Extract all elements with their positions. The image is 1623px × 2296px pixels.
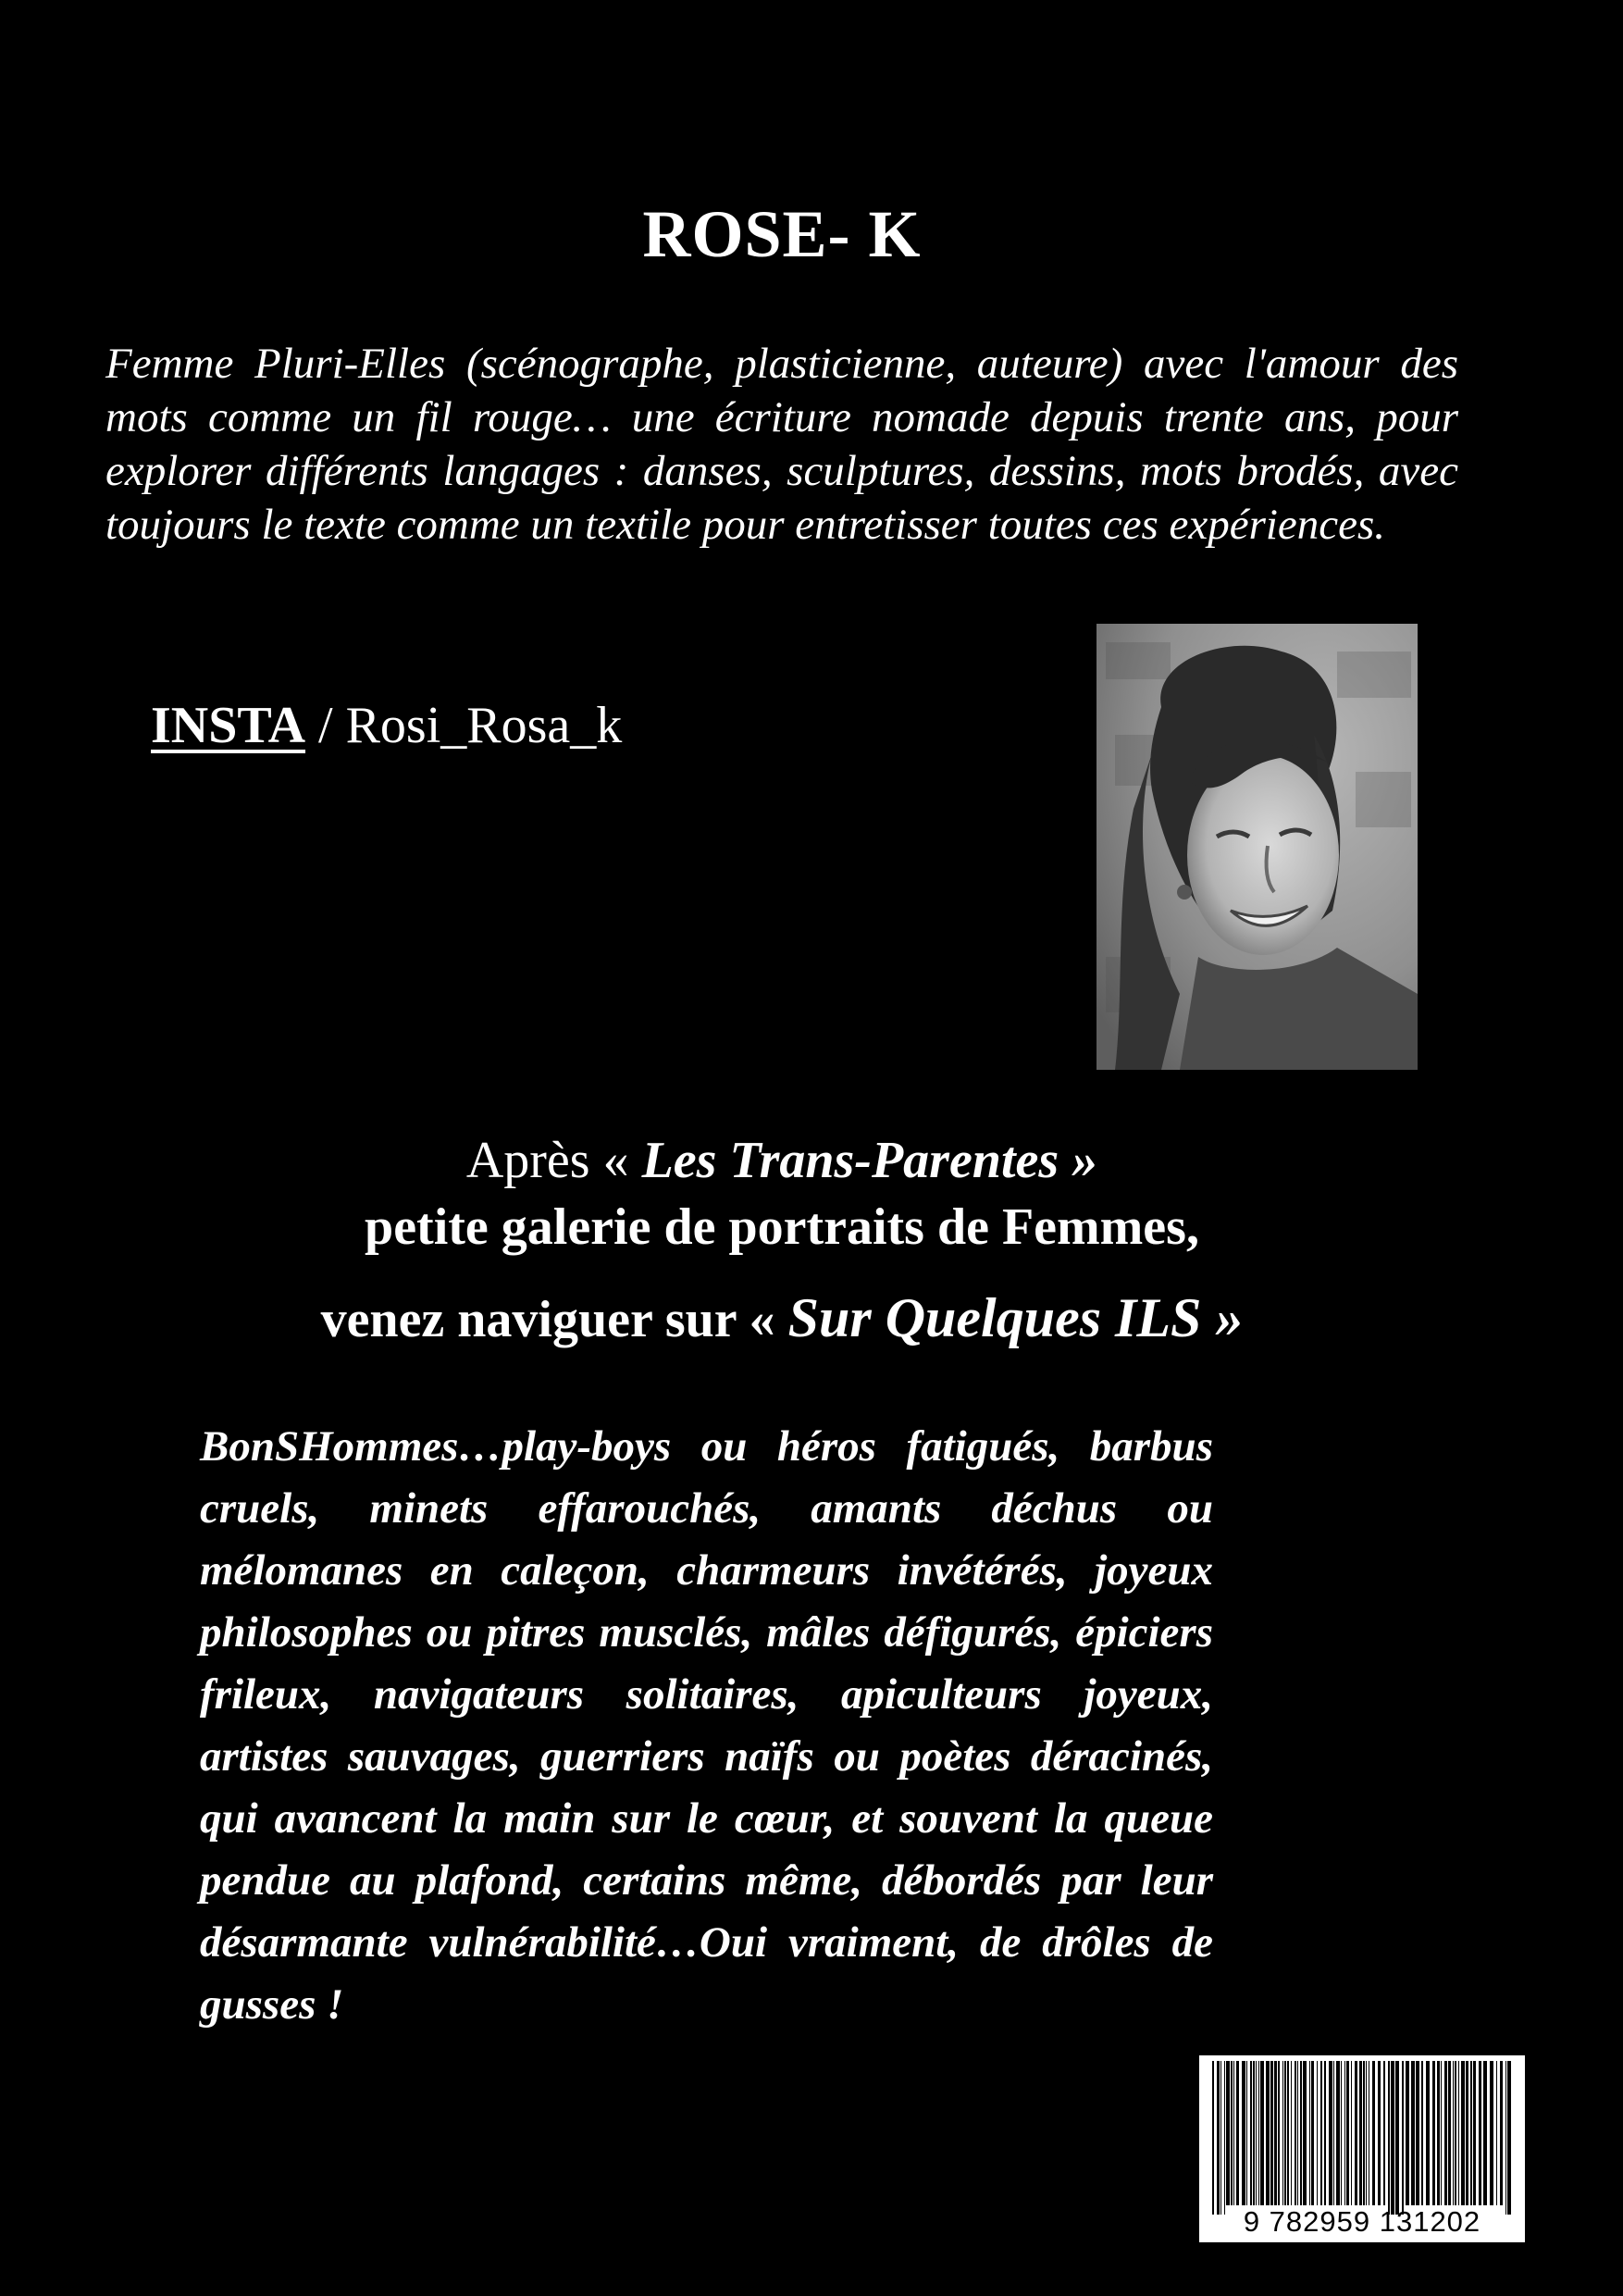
barcode-bar bbox=[1383, 2061, 1385, 2205]
barcode-bar bbox=[1246, 2061, 1247, 2205]
book-title: Sur Quelques ILS » bbox=[787, 1287, 1244, 1348]
barcode-bar bbox=[1406, 2061, 1409, 2205]
intro-line-3 bbox=[0, 1285, 1564, 1353]
barcode-bar bbox=[1309, 2061, 1310, 2205]
barcode-bar bbox=[1448, 2061, 1451, 2205]
barcode-bar bbox=[1402, 2061, 1404, 2215]
barcode-bar bbox=[1224, 2061, 1225, 2215]
barcode-bar bbox=[1378, 2061, 1381, 2205]
barcode-bar bbox=[1359, 2061, 1362, 2205]
barcode-bar bbox=[1507, 2061, 1511, 2215]
barcode-bar bbox=[1282, 2061, 1283, 2205]
barcode-bar bbox=[1317, 2061, 1318, 2205]
barcode-bar bbox=[1441, 2061, 1442, 2205]
author-bio: Femme Pluri-Elles (scénographe, plasticienne, auteure) avec l'amour des mots comme un fil rouge… une écriture nomade depuis trente ans, pour explorer différents langages : danses, sculptures, dessins, mots brodés, avec toujours le texte comme un textile pour entretisser toutes ces expériences. bbox=[105, 340, 1458, 549]
barcode-bar bbox=[1455, 2061, 1456, 2205]
barcode-bar bbox=[1236, 2061, 1239, 2205]
barcode-bar bbox=[1311, 2061, 1314, 2205]
isbn-barcode bbox=[1199, 2055, 1525, 2242]
barcode-bar bbox=[1344, 2061, 1345, 2205]
barcode-bar bbox=[1266, 2061, 1270, 2205]
barcode-bar bbox=[1300, 2061, 1302, 2205]
barcode-bar bbox=[1253, 2061, 1255, 2205]
barcode-bar bbox=[1336, 2061, 1340, 2205]
barcode-bar bbox=[1303, 2061, 1307, 2205]
barcode-bar bbox=[1270, 2061, 1273, 2205]
intro-line-1-prefix: Après « bbox=[465, 1132, 642, 1189]
intro-line-3-prefix: venez naviguer sur « bbox=[320, 1291, 788, 1348]
barcode-bar bbox=[1351, 2061, 1352, 2205]
barcode-bar bbox=[1479, 2061, 1481, 2205]
barcode-bar bbox=[1291, 2061, 1292, 2205]
previous-book-title: Les Trans-Parentes » bbox=[641, 1132, 1098, 1189]
barcode-bar bbox=[1505, 2061, 1506, 2215]
barcode-bar bbox=[1483, 2061, 1487, 2205]
barcode-bar bbox=[1333, 2061, 1334, 2205]
barcode-bar bbox=[1220, 2061, 1221, 2215]
barcode-bar bbox=[1470, 2061, 1472, 2205]
barcode-bar bbox=[1391, 2061, 1394, 2215]
instagram-handle bbox=[151, 696, 622, 755]
barcode-bar bbox=[1500, 2061, 1503, 2205]
instagram-username: Rosi_Rosa_k bbox=[345, 697, 623, 754]
author-name: ROSE- K bbox=[642, 197, 922, 271]
book-blurb: BonSHommes…play-boys ou héros fatigués, barbus cruels, minets effarouchés, amants déchus ou mélomanes en caleçon, charmeurs invétérés, joyeux philosophes ou pitres musclés, mâles défigurés, épiciers frileux, navigateurs solitaires, apiculteurs joyeux, artistes sauvages, guerriers naïfs ou poètes déracinés, qui avancent la main sur le cœur, et souvent la queue pendue au plafond, certains même, débordés par leur désarmante vulnérabilité…Oui vraiment, de drôles de gusses ! bbox=[200, 1422, 1213, 2029]
instagram-label: INSTA bbox=[151, 697, 306, 754]
barcode-bar bbox=[1287, 2061, 1289, 2205]
barcode-bar bbox=[1496, 2061, 1497, 2205]
barcode-bar bbox=[1458, 2061, 1459, 2205]
barcode-bar bbox=[1274, 2061, 1277, 2205]
barcode-bar bbox=[1260, 2061, 1264, 2205]
barcode-bar bbox=[1473, 2061, 1476, 2205]
barcode-bar bbox=[1426, 2061, 1430, 2205]
barcode-bar bbox=[1363, 2061, 1365, 2205]
barcode-bar bbox=[1461, 2061, 1465, 2205]
barcode-bar bbox=[1226, 2061, 1230, 2205]
barcode-bar bbox=[1341, 2061, 1342, 2205]
barcode-bar bbox=[1217, 2061, 1220, 2215]
barcode-bar bbox=[1242, 2061, 1245, 2205]
barcode-bar bbox=[1366, 2061, 1367, 2205]
barcode-bar bbox=[1233, 2061, 1234, 2205]
barcode-bar bbox=[1490, 2061, 1493, 2205]
barcode-bar bbox=[1295, 2061, 1296, 2205]
barcode-bar bbox=[1372, 2061, 1375, 2205]
barcode-bar bbox=[1421, 2061, 1423, 2205]
barcode-bar bbox=[1395, 2061, 1399, 2215]
barcode-bar bbox=[1466, 2061, 1468, 2205]
barcode-bar bbox=[1256, 2061, 1257, 2205]
previous-book-intro bbox=[0, 1127, 1564, 1353]
barcode-bar bbox=[1258, 2061, 1259, 2205]
barcode-bar bbox=[1346, 2061, 1349, 2205]
barcode-bar bbox=[1444, 2061, 1447, 2205]
barcode-bar bbox=[1278, 2061, 1280, 2205]
barcode-bar bbox=[1324, 2061, 1326, 2205]
barcode-bar bbox=[1212, 2061, 1214, 2215]
author-portrait-photo bbox=[1096, 624, 1418, 1070]
barcode-bar bbox=[1320, 2061, 1322, 2205]
intro-line-2: petite galerie de portraits de Femmes, bbox=[365, 1198, 1199, 1256]
barcode-bar bbox=[1432, 2061, 1435, 2205]
barcode-bar bbox=[1411, 2061, 1415, 2205]
instagram-separator: / bbox=[305, 697, 346, 754]
barcode-bar bbox=[1355, 2061, 1357, 2205]
barcode-bar bbox=[1416, 2061, 1419, 2205]
barcode-bar bbox=[1388, 2061, 1390, 2215]
barcode-bar bbox=[1231, 2061, 1233, 2205]
barcode-bar bbox=[1437, 2061, 1440, 2205]
barcode-bar bbox=[1453, 2061, 1454, 2205]
barcode-bar bbox=[1284, 2061, 1286, 2205]
isbn-digits: 9 782959 131202 bbox=[1243, 2205, 1481, 2238]
barcode-bar bbox=[1297, 2061, 1298, 2205]
barcode-bar bbox=[1250, 2061, 1252, 2205]
barcode-bar bbox=[1329, 2061, 1332, 2205]
intro-line-1 bbox=[0, 1127, 1564, 1194]
